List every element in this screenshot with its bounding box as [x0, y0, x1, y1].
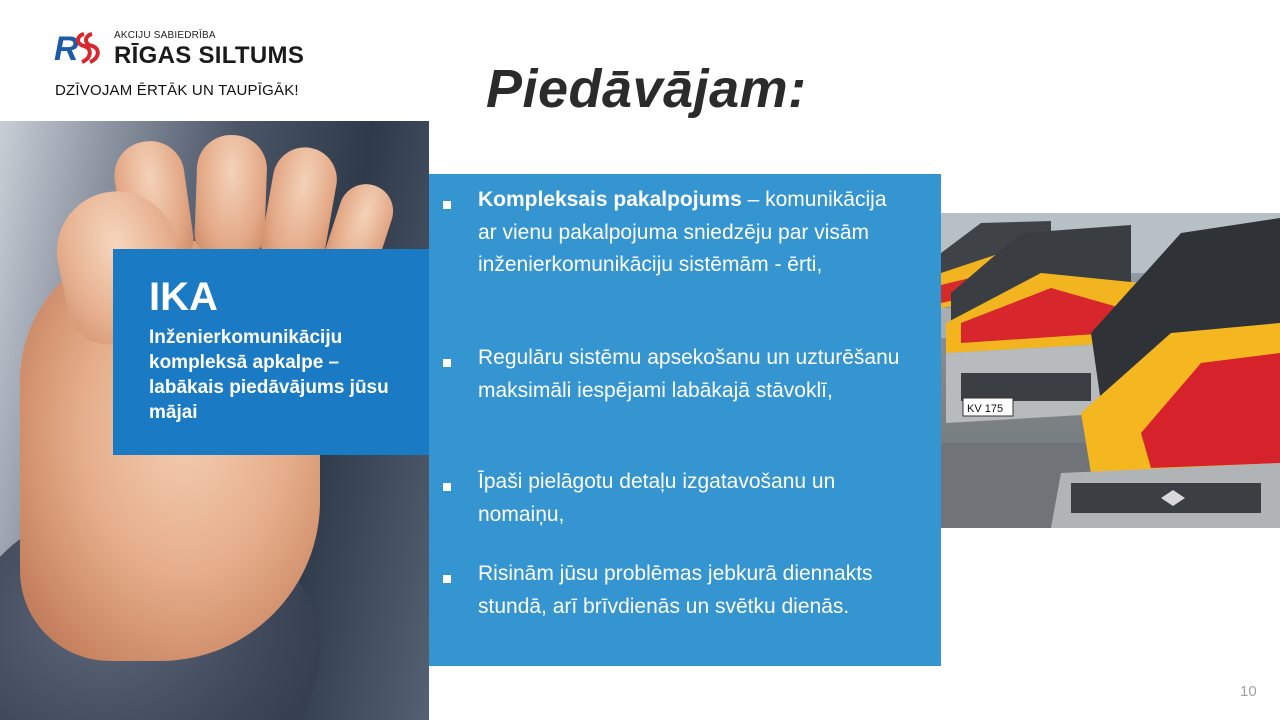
rs-logo-icon	[54, 30, 102, 66]
bullet-square-icon	[443, 483, 451, 491]
card-title: IKA	[149, 275, 218, 319]
bullet-text: Regulāru sistēmu apsekošanu un uzturēšanu maksimāli iespējami labākajā stāvoklī,	[478, 346, 900, 402]
van-plate-text: KV 175	[967, 403, 1004, 415]
slide-title: Piedāvājam:	[486, 59, 807, 119]
vans-photo	[941, 213, 1280, 528]
ika-card	[113, 249, 429, 455]
svg-text:R: R	[54, 30, 79, 66]
bullet-text: Risinām jūsu problēmas jebkurā diennakts stundā, arī brīvdienās un svētku dienās.	[478, 562, 873, 618]
logo-company-name: RĪGAS SILTUMS	[114, 42, 305, 69]
page-number: 10	[1240, 683, 1257, 700]
hand-card-photo	[0, 121, 429, 720]
company-logo	[52, 26, 352, 106]
card-text: Inženierkomunikāciju kompleksā apkalpe – labākais piedāvājums jūsu mājai	[149, 327, 389, 423]
finger-shape	[194, 134, 268, 256]
vans-illustration	[941, 213, 1280, 528]
bullet-square-icon	[443, 201, 451, 209]
bullet-text: Īpaši pielāgotu detaļu izgatavošanu un nomaiņu,	[478, 470, 836, 526]
bullet-text: Kompleksais pakalpojums – komunikācija ar vienu pakalpojuma sniedzēju par visām inženierkomunikāciju sistēmām - ērti,	[478, 188, 887, 276]
offer-panel	[429, 174, 941, 666]
bullet-square-icon	[443, 359, 451, 367]
logo-tagline: DZĪVOJAM ĒRTĀK UN TAUPĪGĀK!	[55, 82, 299, 99]
logo-small-text: AKCIJU SABIEDRĪBA	[114, 30, 216, 41]
bullet-square-icon	[443, 575, 451, 583]
